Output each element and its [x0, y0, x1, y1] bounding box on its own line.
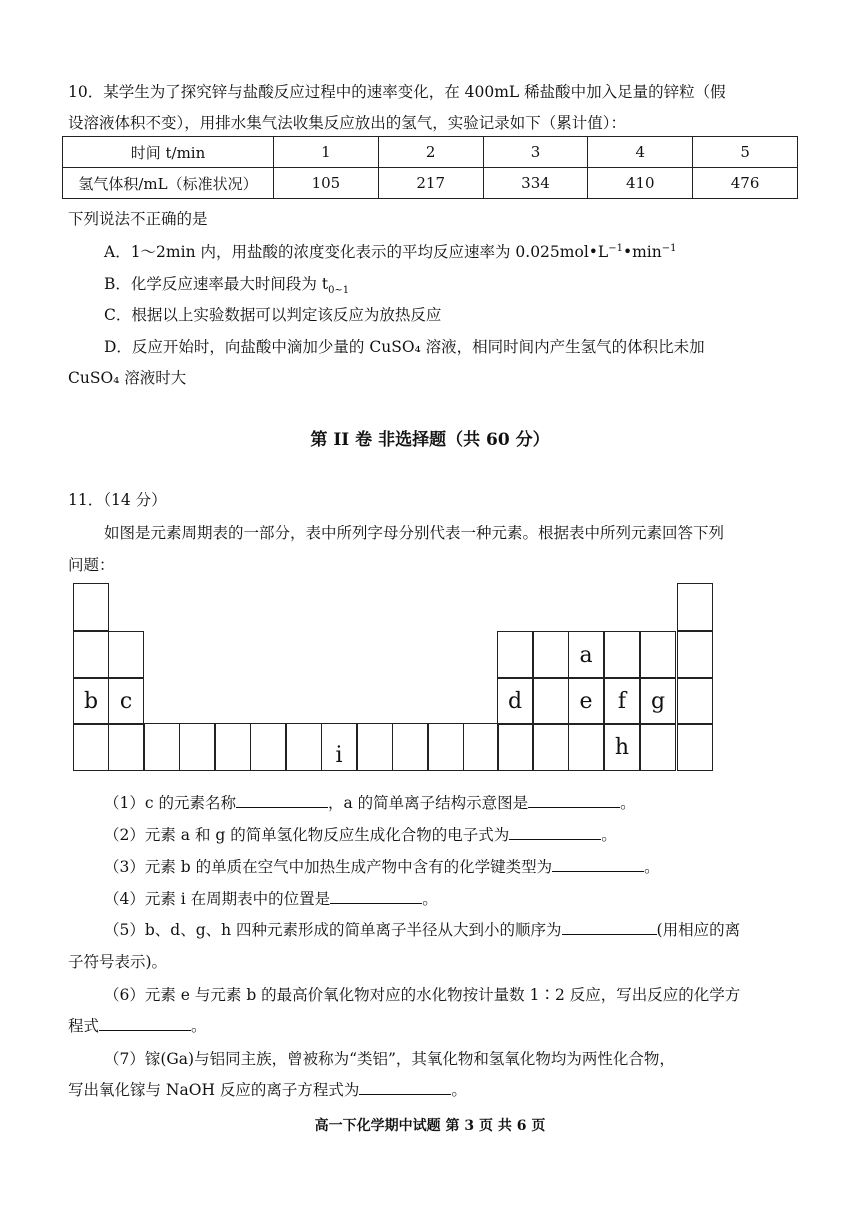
table-cell: 105 — [274, 168, 379, 199]
pt-cell-c — [108, 677, 144, 725]
table-cell: 410 — [588, 168, 693, 199]
pt-cell — [497, 631, 533, 679]
option-a-mid: •min — [622, 243, 662, 261]
pt-cell — [392, 723, 428, 771]
pt-cell-a — [568, 631, 604, 679]
table-cell: 氢气体积/mL（标准状况） — [63, 168, 274, 199]
q11-sub3 — [104, 855, 660, 877]
answer-blank[interactable] — [99, 1029, 191, 1031]
pt-cell — [357, 723, 393, 771]
pt-cell — [568, 723, 604, 771]
table-cell: 3 — [483, 137, 588, 168]
pt-cell — [73, 583, 109, 631]
answer-blank[interactable] — [330, 902, 422, 904]
sub6-line2-a: 程式 — [68, 1017, 100, 1035]
element-h-label: h — [614, 734, 630, 760]
q11-sub5-line2: 子符号表示)。 — [68, 953, 168, 971]
pt-cell — [677, 723, 713, 771]
table-row — [63, 168, 798, 199]
q11-intro-line1: 如图是元素周期表的一部分，表中所列字母分别代表一种元素。根据表中所列元素回答下列 — [104, 524, 725, 542]
sub1-part-b: ，a 的简单离子结构示意图是 — [327, 794, 529, 812]
q11-sub6-line1: （6）元素 e 与元素 b 的最高价氧化物对应的水化物按计量数 1∶2 反应，写出反应的化学方 — [104, 986, 741, 1004]
element-i-label: i — [335, 742, 343, 768]
answer-blank[interactable] — [562, 933, 657, 935]
sub2-part-b: 。 — [601, 826, 617, 844]
table-cell: 2 — [378, 137, 483, 168]
pt-cell — [250, 723, 286, 771]
pt-cell — [677, 677, 713, 725]
option-a-sup1: −1 — [608, 242, 623, 254]
sub2-part-a: （2）元素 a 和 g 的简单氢化物反应生成化合物的电子式为 — [104, 826, 510, 844]
q11-sub7-line2 — [68, 1078, 467, 1100]
section-title: 第 II 卷 非选择题（共 60 分） — [310, 430, 550, 450]
pt-cell — [73, 631, 109, 679]
pt-cell — [604, 631, 640, 679]
pt-cell-b — [73, 677, 109, 725]
table-cell: 334 — [483, 168, 588, 199]
pt-cell — [677, 583, 713, 631]
answer-blank[interactable] — [359, 1093, 451, 1095]
answer-blank[interactable] — [552, 870, 644, 872]
table-cell: 1 — [274, 137, 379, 168]
pt-cell — [73, 723, 109, 771]
pt-cell — [286, 723, 322, 771]
pt-cell — [533, 677, 569, 725]
option-b-sub: 0~1 — [328, 285, 350, 297]
option-a-text: A．1～2min 内，用盐酸的浓度变化表示的平均反应速率为 0.025mol•L — [104, 243, 609, 261]
q10-option-d-line1: D．反应开始时，向盐酸中滴加少量的 CuSO₄ 溶液，相同时间内产生氢气的体积比未加 — [104, 338, 705, 356]
q10-prompt: 下列说法不正确的是 — [68, 210, 208, 228]
answer-blank[interactable] — [236, 806, 328, 808]
pt-cell-d — [497, 677, 533, 725]
q10-data-table — [62, 136, 798, 199]
q11-sub7-line1: （7）镓(Ga)与铝同主族，曾被称为“类铝”，其氧化物和氢氧化物均为两性化合物， — [104, 1050, 675, 1068]
sub6-line2-b: 。 — [191, 1017, 207, 1035]
pt-cell-g — [640, 677, 676, 725]
sub5-part-b: (用相应的离 — [656, 921, 741, 939]
element-e-label: e — [579, 688, 593, 714]
q11-header: 11．（14 分） — [68, 491, 167, 509]
sub1-part-c: 。 — [620, 794, 636, 812]
sub1-part-a: （1）c 的元素名称 — [104, 794, 236, 812]
q11-sub5-line1 — [104, 918, 740, 940]
sub3-part-b: 。 — [644, 858, 660, 876]
q11-sub4 — [104, 887, 438, 909]
sub7-line2-b: 。 — [451, 1081, 467, 1099]
pt-cell — [533, 631, 569, 679]
table-cell: 476 — [693, 168, 798, 199]
pt-cell-i — [321, 723, 357, 771]
element-f-label: f — [617, 688, 627, 714]
sub4-part-b: 。 — [422, 890, 438, 908]
pt-cell-e — [568, 677, 604, 725]
q10-stem-line1: 10．某学生为了探究锌与盐酸反应过程中的速率变化，在 400mL 稀盐酸中加入足量的锌粒（假 — [68, 83, 726, 101]
q10-option-d-line2: CuSO₄ 溶液时大 — [68, 369, 187, 387]
pt-cell — [215, 723, 251, 771]
option-a-sup2: −1 — [661, 242, 677, 254]
element-a-label: a — [579, 642, 593, 668]
element-g-label: g — [650, 688, 666, 714]
element-b-label: b — [83, 688, 99, 714]
pt-cell — [640, 631, 676, 679]
pt-cell — [533, 723, 569, 771]
table-cell: 5 — [693, 137, 798, 168]
table-cell: 217 — [378, 168, 483, 199]
element-c-label: c — [119, 688, 133, 714]
pt-cell — [497, 723, 533, 771]
pt-cell-f — [604, 677, 640, 725]
sub3-part-a: （3）元素 b 的单质在空气中加热生成产物中含有的化学键类型为 — [104, 858, 553, 876]
q11-sub1 — [104, 791, 636, 813]
q10-option-c: C．根据以上实验数据可以判定该反应为放热反应 — [104, 306, 442, 324]
pt-cell — [640, 723, 676, 771]
q11-sub6-line2 — [68, 1014, 207, 1036]
sub7-line2-a: 写出氧化镓与 NaOH 反应的离子方程式为 — [68, 1081, 360, 1099]
answer-blank[interactable] — [509, 838, 601, 840]
pt-cell — [428, 723, 464, 771]
sub5-part-a: （5）b、d、g、h 四种元素形成的简单离子半径从大到小的顺序为 — [104, 921, 562, 939]
pt-cell — [179, 723, 215, 771]
q11-sub2 — [104, 823, 617, 845]
pt-cell — [108, 723, 144, 771]
q10-option-a — [104, 240, 677, 262]
answer-blank[interactable] — [528, 806, 620, 808]
option-b-text: B．化学反应速率最大时间段为 t — [104, 275, 329, 293]
table-row — [63, 137, 798, 168]
q10-stem-line2: 设溶液体积不变），用排水集气法收集反应放出的氢气，实验记录如下（累计值）： — [68, 114, 627, 132]
page-footer: 高一下化学期中试题 第 3 页 共 6 页 — [314, 1118, 546, 1134]
pt-cell — [144, 723, 180, 771]
pt-cell — [108, 631, 144, 679]
element-d-label: d — [507, 688, 523, 714]
sub4-part-a: （4）元素 i 在周期表中的位置是 — [104, 890, 331, 908]
pt-cell-h — [604, 723, 640, 771]
pt-cell — [463, 723, 499, 771]
table-cell: 4 — [588, 137, 693, 168]
pt-cell — [677, 631, 713, 679]
table-cell: 时间 t/min — [63, 137, 274, 168]
q11-intro-line2: 问题： — [68, 556, 115, 574]
q10-option-b — [104, 272, 349, 296]
